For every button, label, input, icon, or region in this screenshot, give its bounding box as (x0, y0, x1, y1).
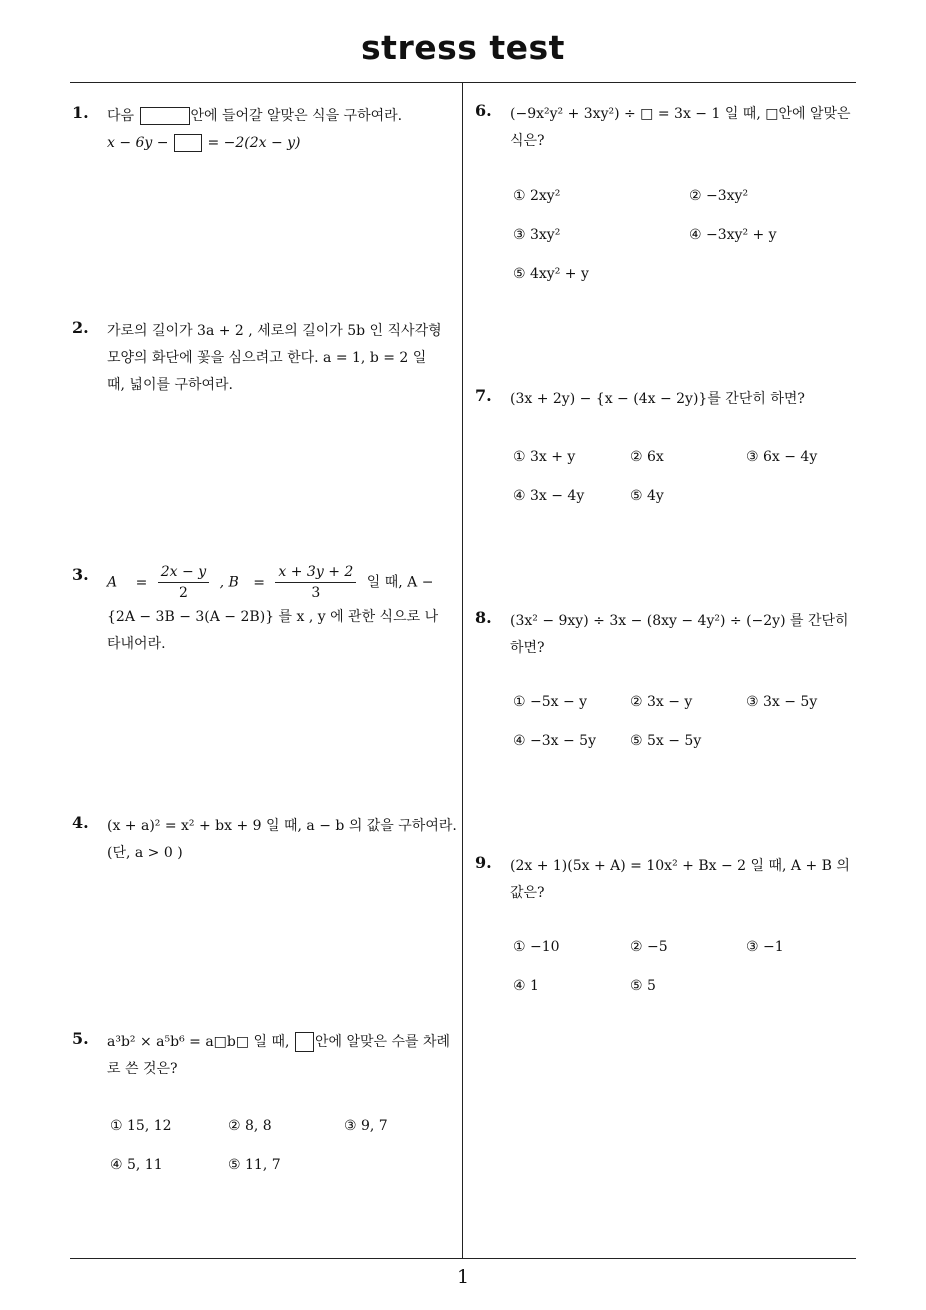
question-text-line: (단, a > 0 ) (107, 845, 183, 861)
answer-blank-box (174, 134, 202, 152)
question-number: 8. (475, 608, 492, 627)
page-number: 1 (456, 1266, 470, 1288)
choice-3[interactable]: ③ 9, 7 (344, 1118, 388, 1134)
question-text-line (107, 103, 457, 130)
fraction-denominator: 3 (311, 585, 321, 601)
choice-1[interactable]: ① −10 (513, 939, 560, 955)
choice-4[interactable]: ④ −3x − 5y (513, 733, 596, 749)
choice-3[interactable]: ③ 6x − 4y (746, 449, 818, 465)
question-text-line: (x + a)² = x² + bx + 9 일 때, a − b 의 값을 구하여라. (107, 818, 457, 834)
question-text-line: 때, 넓이를 구하여라. (107, 377, 233, 393)
math-fragment: , B (219, 574, 239, 591)
question-number: 1. (72, 103, 89, 122)
choice-2[interactable]: ② 3x − y (630, 694, 693, 710)
question-text-line: 타내어라. (107, 636, 166, 652)
choice-2[interactable]: ② −5 (630, 939, 668, 955)
bottom-rule (70, 1258, 856, 1259)
question-number: 7. (475, 386, 492, 405)
question-text-line: 하면? (510, 640, 545, 656)
choice-1[interactable]: ① 2xy² (513, 188, 561, 204)
question-number: 4. (72, 813, 89, 832)
question-text-line: 식은? (510, 133, 545, 149)
question-text-line: 로 쓴 것은? (107, 1061, 178, 1077)
choice-2[interactable]: ② −3xy² (689, 188, 749, 204)
question-number: 3. (72, 565, 89, 584)
choice-2[interactable]: ② 6x (630, 449, 664, 465)
choice-1[interactable]: ① 15, 12 (110, 1118, 172, 1134)
question-text-line: (2x + 1)(5x + A) = 10x² + Bx − 2 일 때, A + B 의 (510, 858, 850, 874)
choice-4[interactable]: ④ 1 (513, 978, 539, 994)
choice-3[interactable]: ③ −1 (746, 939, 784, 955)
question-text-line (107, 1029, 462, 1056)
choice-5[interactable]: ⑤ 5 (630, 978, 656, 994)
math-fragment: = (253, 574, 265, 591)
question-text-line: (−9x²y² + 3xy²) ÷ □ = 3x − 1 일 때, □안에 알맞은 (510, 106, 851, 122)
choice-2[interactable]: ② 8, 8 (228, 1118, 272, 1134)
question-number: 6. (475, 101, 492, 120)
fraction (158, 562, 209, 603)
text-fragment: a³b² × a⁵b⁶ = a□b□ 일 때, (107, 1034, 290, 1050)
text-fragment: 안에 들어갈 알맞은 식을 구하여라. (190, 108, 403, 124)
choice-5[interactable]: ⑤ 4xy² + y (513, 266, 589, 282)
answer-blank-box (295, 1032, 314, 1052)
choice-5[interactable]: ⑤ 11, 7 (228, 1157, 281, 1173)
fraction-numerator: x + 3y + 2 (275, 562, 356, 583)
question-text-line: 가로의 길이가 3a + 2 , 세로의 길이가 5b 인 직사각형 (107, 323, 442, 339)
choice-5[interactable]: ⑤ 4y (630, 488, 664, 504)
choice-1[interactable]: ① −5x − y (513, 694, 588, 710)
text-fragment: 다음 (107, 108, 135, 124)
answer-blank-box (140, 107, 190, 125)
fraction-denominator: 2 (178, 585, 188, 601)
question-number: 2. (72, 318, 89, 337)
top-rule (70, 82, 856, 83)
math-fragment: x − 6y − (107, 135, 169, 151)
math-fragment: = (135, 574, 148, 591)
text-fragment: 일 때, A − (366, 574, 434, 591)
choice-3[interactable]: ③ 3xy² (513, 227, 561, 243)
column-divider (462, 83, 463, 1259)
choice-4[interactable]: ④ 3x − 4y (513, 488, 585, 504)
question-text-line: 모양의 화단에 꽃을 심으려고 한다. a = 1, b = 2 일 (107, 350, 427, 366)
fraction-numerator: 2x − y (158, 562, 209, 583)
fraction (275, 562, 356, 603)
choice-5[interactable]: ⑤ 5x − 5y (630, 733, 702, 749)
question-text-line (107, 130, 457, 157)
choice-4[interactable]: ④ 5, 11 (110, 1157, 163, 1173)
question-text-line: (3x² − 9xy) ÷ 3x − (8xy − 4y²) ÷ (−2y) 를 간단히 (510, 613, 849, 629)
question-text-line: 값은? (510, 885, 545, 901)
question-number: 5. (72, 1029, 89, 1048)
question-text-line: (3x + 2y) − {x − (4x − 2y)}를 간단히 하면? (510, 391, 805, 407)
question-text-line (107, 562, 457, 604)
choice-3[interactable]: ③ 3x − 5y (746, 694, 818, 710)
page-title: stress test (361, 28, 565, 67)
text-fragment: 안에 알맞은 수를 차례 (314, 1034, 451, 1050)
question-text-line: {2A − 3B − 3(A − 2B)} 를 x , y 에 관한 식으로 나 (107, 609, 439, 625)
choice-4[interactable]: ④ −3xy² + y (689, 227, 777, 243)
choice-1[interactable]: ① 3x + y (513, 449, 576, 465)
question-number: 9. (475, 853, 492, 872)
math-fragment: = −2(2x − y) (207, 135, 301, 151)
math-fragment: A (107, 574, 118, 591)
